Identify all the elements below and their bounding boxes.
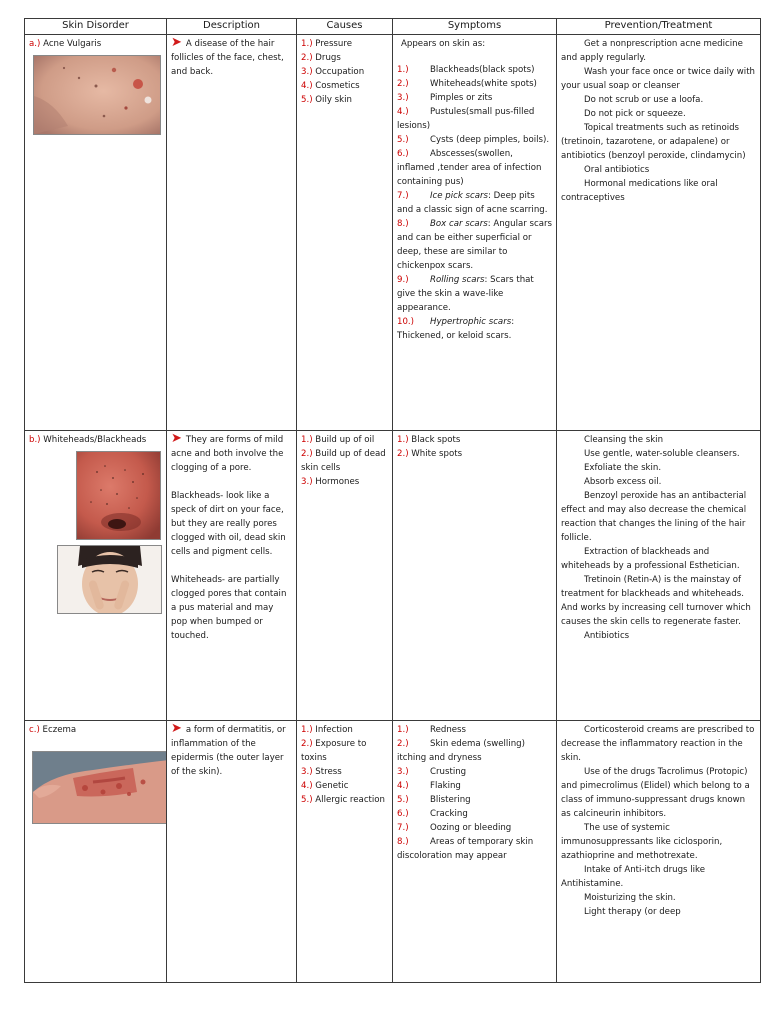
list-item: 8.) Areas of temporary skin discoloration may appear	[397, 837, 534, 861]
list-item: Oral antibiotics	[584, 165, 650, 175]
list-item: 1.) Infection	[301, 725, 353, 735]
list-item: Intake of Anti-itch drugs like Antihistamine.	[561, 865, 705, 889]
list-item: 1.) Black spots	[397, 435, 461, 445]
list-item: Do not scrub or use a loofa.	[584, 95, 704, 105]
list-item: 1.) Redness	[397, 725, 467, 735]
symptoms-list	[397, 433, 552, 461]
header-description: Description	[167, 19, 297, 35]
description-blackheads: Blackheads- look like a speck of dirt on your face, but they are really pores clogged with oil, dead skin cells and pigment cells.	[171, 491, 286, 557]
disorder-cell	[25, 35, 167, 431]
causes-cell	[297, 35, 393, 431]
list-item: 5.) Blistering	[397, 795, 471, 805]
list-item: 4.) Pustules(small pus-filled lesions)	[397, 107, 535, 131]
list-item: The use of systemic immunosuppressants like ciclosporin, azathioprine and methotrexate.	[561, 823, 723, 861]
list-item: 2.) Exposure to toxins	[301, 739, 367, 763]
description-cell	[167, 35, 297, 431]
prevention-cell	[557, 721, 761, 983]
header-prevention-treatment: Prevention/Treatment	[557, 19, 761, 35]
list-item: 4.) Genetic	[301, 781, 349, 791]
list-item: Cleansing the skin	[584, 435, 664, 445]
description-cell	[167, 431, 297, 721]
description-cell	[167, 721, 297, 983]
table-row	[25, 35, 761, 431]
list-item: 6.) Abscesses(swollen, inflamed ,tender area of infection containing pus)	[397, 149, 542, 187]
arrow-bullet-icon: ➤	[171, 721, 182, 736]
eczema-hand-photo	[32, 751, 167, 824]
list-item: 4.) Flaking	[397, 781, 461, 791]
symptoms-cell	[393, 431, 557, 721]
prevention-list	[561, 723, 756, 919]
list-item: Topical treatments such as retinoids (tretinoin, tazarotene, or adapalene) or antibiotics (benzoyl peroxide, clindamycin)	[561, 123, 746, 161]
list-item: Do not pick or squeeze.	[584, 109, 686, 119]
header-causes: Causes	[297, 19, 393, 35]
acne-photo	[33, 55, 161, 135]
prevention-cell	[557, 35, 761, 431]
list-item: 3.) Crusting	[397, 767, 467, 777]
disorder-cell	[25, 721, 167, 983]
list-item: Moisturizing the skin.	[584, 893, 676, 903]
list-item: Light therapy (or deep	[584, 907, 681, 917]
list-item: 3.) Occupation	[301, 67, 365, 77]
arrow-bullet-icon: ➤	[171, 431, 182, 446]
list-item: Exfoliate the skin.	[584, 463, 662, 473]
list-item: 2.) Build up of dead skin cells	[301, 449, 386, 473]
list-item: 1.) Pressure	[301, 39, 352, 49]
description-text: ➤ a form of dermatitis, or inflammation of the epidermis (the outer layer of the skin).	[171, 721, 286, 777]
causes-list	[301, 723, 388, 807]
list-item: Get a nonprescription acne medicine and apply regularly.	[561, 39, 743, 63]
list-item: Wash your face once or twice daily with your usual soap or cleanser	[561, 67, 756, 91]
symptoms-list	[397, 63, 552, 343]
causes-cell	[297, 431, 393, 721]
prevention-cell	[557, 431, 761, 721]
causes-cell	[297, 721, 393, 983]
list-item: 7.) Ice pick scars: Deep pits and a classic sign of acne scarring.	[397, 191, 548, 215]
list-item: 4.) Cosmetics	[301, 81, 360, 91]
disorder-title: a.) Acne Vulgaris	[29, 39, 102, 49]
list-item: 7.) Oozing or bleeding	[397, 823, 512, 833]
description-text: ➤ A disease of the hair follicles of the face, chest, and back.	[171, 35, 284, 77]
list-item: Extraction of blackheads and whiteheads by a professional Esthetician.	[561, 547, 740, 571]
list-item: Absorb excess oil.	[584, 477, 662, 487]
disorder-cell	[25, 431, 167, 721]
list-item: 5.) Cysts (deep pimples, boils).	[397, 135, 550, 145]
description-whiteheads: Whiteheads- are partially clogged pores that contain a pus material and may pop when bumped or touched.	[171, 575, 287, 641]
list-item: 3.) Hormones	[301, 477, 360, 487]
list-item: 9.) Rolling scars: Scars that give the skin a wave-like appearance.	[397, 275, 534, 313]
list-item: 5.) Oily skin	[301, 95, 352, 105]
list-item: 3.) Pimples or zits	[397, 93, 493, 103]
list-item: 5.) Allergic reaction	[301, 795, 386, 805]
prevention-list	[561, 37, 756, 205]
table-row	[25, 431, 761, 721]
symptoms-list	[397, 723, 552, 863]
list-item: Use of the drugs Tacrolimus (Protopic) and pimecrolimus (Elidel) which belong to a class of immuno-suppressant drugs known as calcineurin inhibitors.	[561, 767, 750, 819]
list-item: Tretinoin (Retin-A) is the mainstay of treatment for blackheads and whiteheads. And works by increasing cell turnover which causes the skin cells to regenerate faster.	[561, 575, 751, 627]
header-symptoms: Symptoms	[393, 19, 557, 35]
list-item: Corticosteroid creams are prescribed to decrease the inflammatory reaction in the skin.	[561, 725, 755, 763]
causes-list	[301, 37, 388, 107]
list-item: 10.) Hypertrophic scars: Thickened, or keloid scars.	[397, 317, 515, 341]
arrow-bullet-icon: ➤	[171, 35, 182, 50]
list-item: 3.) Stress	[301, 767, 342, 777]
header-row	[25, 19, 761, 35]
list-item: 1.) Blackheads(black spots)	[397, 65, 535, 75]
disorder-title: b.) Whiteheads/Blackheads	[29, 435, 147, 445]
list-item: Benzoyl peroxide has an antibacterial effect and may also decrease the chemical reaction that changes the lining of the hair follicle.	[561, 491, 747, 543]
list-item: 2.) Drugs	[301, 53, 341, 63]
list-item: 2.) White spots	[397, 449, 463, 459]
list-item: Hormonal medications like oral contraceptives	[561, 179, 718, 203]
symptoms-intro: Appears on skin as:	[401, 39, 486, 49]
nose-closeup-photo	[76, 451, 161, 540]
skin-disorder-table	[24, 18, 761, 983]
prevention-list	[561, 433, 756, 643]
symptoms-cell	[393, 721, 557, 983]
description-text: ➤ They are forms of mild acne and both involve the clogging of a pore.	[171, 431, 284, 473]
causes-list	[301, 433, 388, 489]
table-row	[25, 721, 761, 983]
list-item: 2.) Whiteheads(white spots)	[397, 79, 537, 89]
symptoms-cell	[393, 35, 557, 431]
list-item: Antibiotics	[584, 631, 630, 641]
disorder-title: c.) Eczema	[29, 725, 77, 735]
list-item: 6.) Cracking	[397, 809, 468, 819]
header-skin-disorder: Skin Disorder	[25, 19, 167, 35]
woman-squeezing-nose-photo	[57, 545, 162, 614]
list-item: 8.) Box car scars: Angular scars and can be either superficial or deep, these are similar to chickenpox scars.	[397, 219, 552, 271]
list-item: Use gentle, water-soluble cleansers.	[584, 449, 740, 459]
list-item: 2.) Skin edema (swelling) itching and dryness	[397, 739, 525, 763]
list-item: 1.) Build up of oil	[301, 435, 375, 445]
